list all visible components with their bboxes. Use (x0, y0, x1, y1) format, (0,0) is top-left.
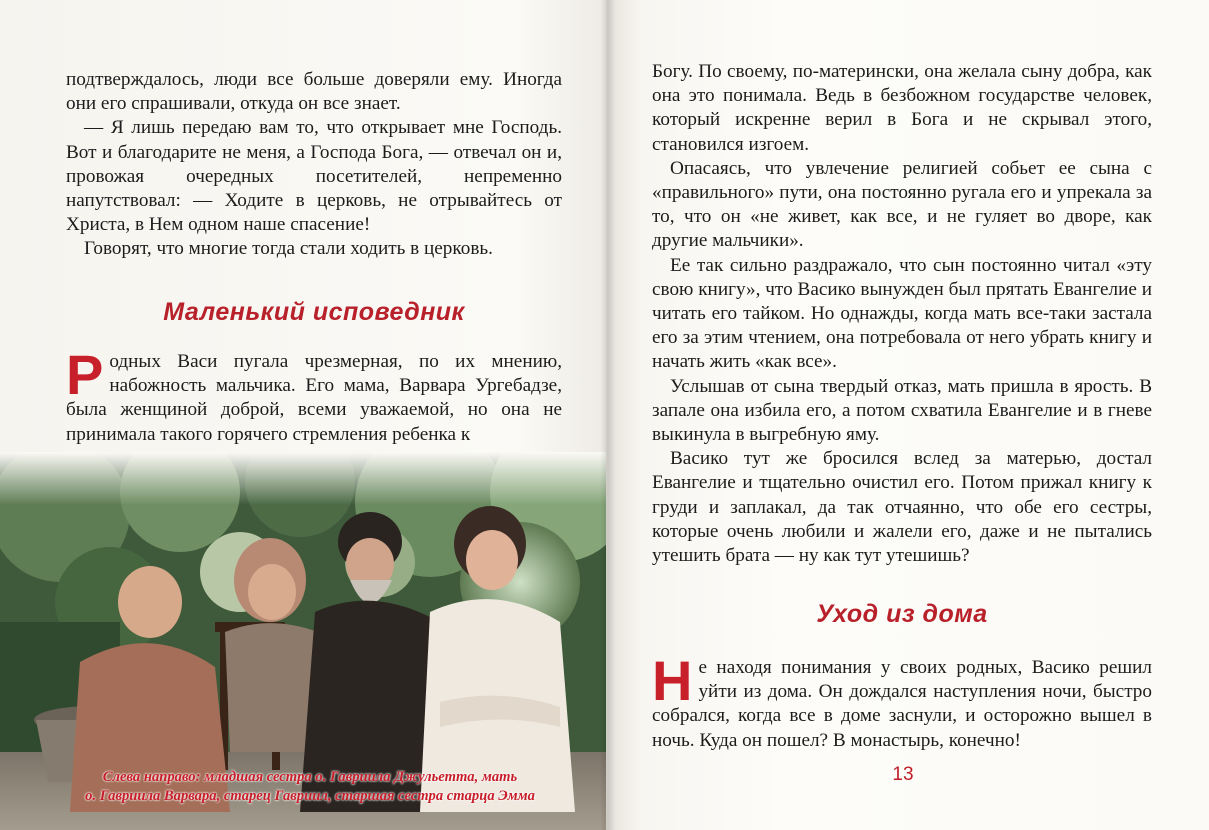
left-paragraph-2: — Я лишь передаю вам то, что открывает мне Господь. Вот и благодарите не меня, а Господа Бога, — отвечал он и, провожая очередных посетителей, непременно напутствовал: — Ходите в церковь, не отрывайтесь от Христа, в Нем одном наше спасение! (66, 117, 562, 236)
section-heading-left: Маленький исповедник (163, 298, 465, 326)
right-section-paragraph (652, 649, 1152, 753)
left-section-text (66, 343, 562, 447)
right-body-text (652, 60, 1152, 568)
right-section-body: е находя понимания у своих родных, Васико решил уйти из дома. Он дождался наступления ночи, быстро собрался, когда все в доме заснули, и осторожно вышел в ночь. Куда он пошел? В монастырь, конечно! (652, 657, 1152, 751)
left-body-text (66, 68, 562, 262)
dropcap-letter-right: Н (652, 649, 693, 712)
right-paragraph-2: Опасаясь, что увлечение религией собьет ее сына с «правильного» пути, она постоянно ругала его и упрекала за то, что он «не живет, как все, и не гуляет во дворе, как другие мальчики». (652, 157, 1152, 252)
dropcap-letter-left: Р (66, 343, 104, 406)
left-paragraph-1: подтверждалось, люди все больше доверяли ему. Иногда они его спрашивали, откуда он все знает. (66, 69, 562, 115)
right-paragraph-4: Услышав от сына твердый отказ, мать пришла в ярость. В запале она избила его, а потом схватила Евангелие и в гневе выкинула в выгребную яму. (652, 375, 1152, 446)
right-paragraph-1: Богу. По своему, по-матерински, она желала сыну добра, как она это понимала. Ведь в безбожном государстве человек, который искренне верил в Бога и не скрывал этого, становился изгоем. (652, 61, 1152, 155)
right-paragraph-3: Ее так сильно раздражало, что сын постоянно читал «эту свою книгу», что Васико вынужден был прятать Евангелие и читать его тайком. Но однажды, когда мать все-таки застала его за этим чтением, она потребовала от него убрать книгу и начать жить «как все». (652, 254, 1152, 373)
left-section-body: одных Васи пугала чрезмерная, по их мнению, набожность мальчика. Его мама, Варвара Ургебадзе, была женщиной доброй, всеми уважаемой, но она не принимала такого горячего стремления ребенка к (66, 351, 562, 445)
left-paragraph-3: Говорят, что многие тогда стали ходить в церковь. (84, 238, 493, 260)
right-section-text (652, 649, 1152, 753)
photo-caption-line-1: Слева направо: младшая сестра о. Гавриила Джульетта, мать (102, 769, 518, 785)
right-page (606, 0, 1209, 830)
photo-caption (50, 768, 570, 806)
section-heading-right: Уход из дома (816, 600, 988, 628)
photo-caption-line-2: о. Гавриила Варвара, старец Гавриил, старшая сестра старца Эмма (85, 788, 535, 804)
right-paragraph-5: Васико тут же бросился вслед за матерью, достал Евангелие и тщательно очистил его. Потом прижал книгу к груди и заплакал, да так отчаянно, что обе его сестры, которые очень любили и жалели его, даже и не пытались утешить брата — ну как тут утешишь? (652, 448, 1152, 567)
page-number: 13 (892, 764, 914, 785)
left-section-paragraph (66, 343, 562, 447)
